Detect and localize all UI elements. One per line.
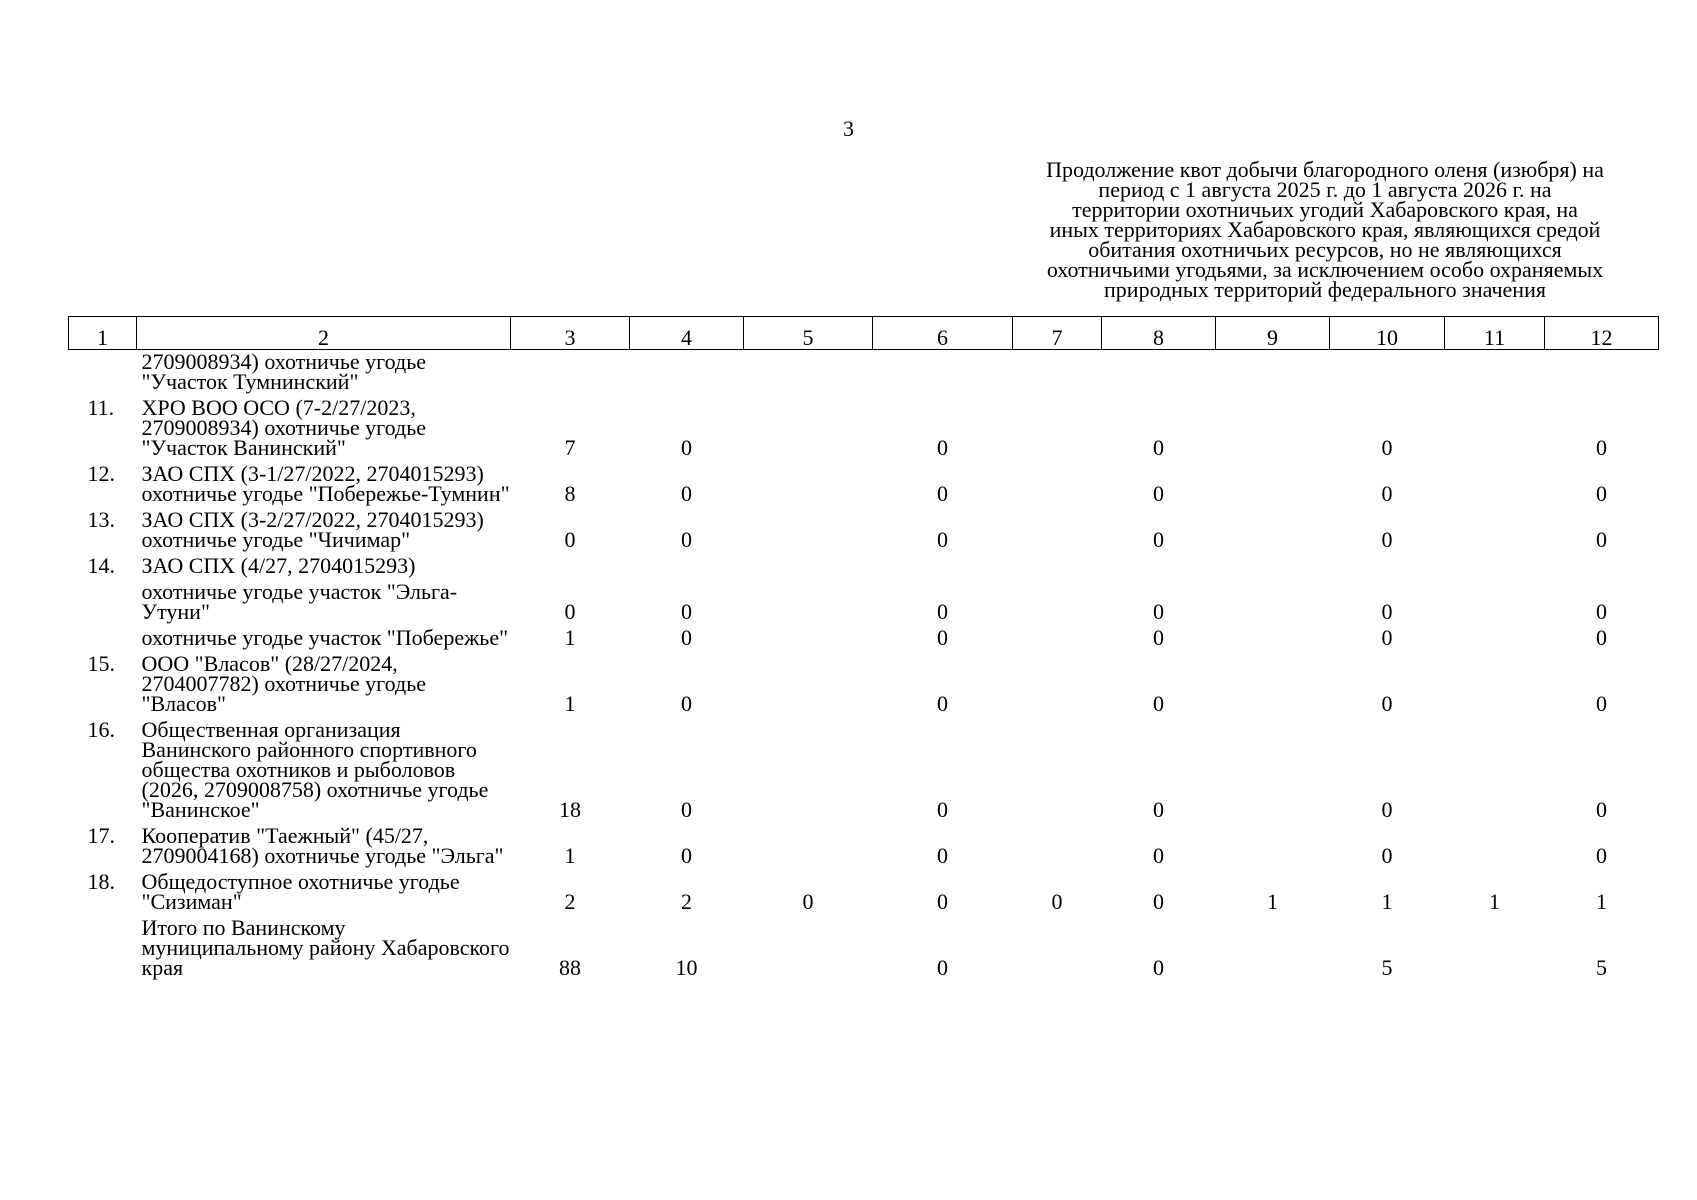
quota-value-cell	[744, 556, 873, 582]
caption-line: обитания охотничьих ресурсов, но не являющихся	[1088, 237, 1562, 262]
quota-value-cell	[1013, 654, 1102, 720]
quota-value-cell: 1	[1489, 889, 1500, 914]
quota-value-cell	[1216, 464, 1330, 510]
row-number-cell: 11.	[87, 395, 115, 420]
quota-value-cell: 0	[1381, 527, 1393, 552]
quota-value-cell: 0	[802, 889, 814, 914]
table-row	[69, 350, 1659, 399]
hunting-ground-name-cell: ЗАО СПХ (3-1/27/2022, 2704015293) охотничье угодье "Побережье-Тумнин"	[141, 461, 510, 506]
quota-value-cell	[1013, 464, 1102, 510]
quota-value-cell: 0	[937, 527, 948, 552]
quota-value-cell: 0	[681, 843, 692, 868]
quota-value-cell	[1013, 918, 1102, 984]
caption-line: природных территорий федерального значения	[1104, 277, 1546, 302]
quota-value-cell	[1445, 720, 1545, 826]
quota-value-cell	[1102, 556, 1216, 582]
table-row	[69, 464, 1659, 510]
hunting-ground-name-cell: ЗАО СПХ (4/27, 2704015293)	[141, 553, 416, 578]
quota-value-cell	[1013, 720, 1102, 826]
quota-value-cell	[1013, 582, 1102, 628]
table-row	[69, 720, 1659, 826]
quota-value-cell: 0	[1153, 435, 1164, 460]
table-row	[69, 826, 1659, 872]
quota-value-cell	[1445, 556, 1545, 582]
quota-value-cell: 0	[1153, 889, 1164, 914]
quota-value-cell: 0	[1596, 843, 1607, 868]
table-header-row	[69, 317, 1659, 350]
quota-value-cell: 0	[937, 797, 948, 822]
quota-value-cell: 1	[564, 625, 576, 650]
quota-value-cell: 0	[937, 625, 948, 650]
quota-value-cell: 0	[564, 527, 576, 552]
quota-value-cell: 0	[1596, 481, 1607, 506]
quota-value-cell	[1216, 350, 1330, 399]
row-number-cell: 15.	[87, 651, 115, 676]
quota-value-cell: 0	[937, 955, 948, 980]
quota-value-cell	[1216, 654, 1330, 720]
caption-line: Продолжение квот добычи благородного оленя (изюбря) на	[1046, 157, 1604, 182]
quota-value-cell: 0	[937, 599, 948, 624]
caption-line: территории охотничьих угодий Хабаровского края, на	[1072, 197, 1578, 222]
hunting-ground-name-cell: 2709008934) охотничье угодье "Участок Тумнинский"	[141, 349, 427, 394]
quota-value-cell	[744, 654, 873, 720]
quota-value-cell: 0	[1381, 691, 1393, 716]
quota-value-cell	[744, 918, 873, 984]
quota-value-cell: 0	[1381, 797, 1393, 822]
quota-value-cell: 0	[1596, 527, 1607, 552]
hunting-ground-name-cell: Кооператив "Таежный" (45/27, 2709004168) охотничье угодье "Эльга"	[141, 823, 504, 868]
hunting-ground-name-cell: ЗАО СПХ (3-2/27/2022, 2704015293) охотничье угодье "Чичимар"	[141, 507, 484, 552]
row-number-cell: 17.	[87, 823, 115, 848]
table-row	[69, 398, 1659, 464]
quota-value-cell: 18	[559, 797, 581, 822]
quota-value-cell: 0	[1153, 843, 1164, 868]
quota-value-cell	[744, 582, 873, 628]
quota-value-cell: 0	[681, 599, 692, 624]
hunting-ground-name-cell: охотничье угодье участок "Эльга-Утуни"	[141, 579, 458, 624]
quota-value-cell	[1013, 826, 1102, 872]
quota-value-cell	[1445, 464, 1545, 510]
row-number-cell: 12.	[87, 461, 115, 486]
quota-value-cell	[1216, 628, 1330, 654]
table-caption	[1005, 157, 1645, 302]
quota-value-cell	[1013, 510, 1102, 556]
quota-value-cell	[1445, 826, 1545, 872]
quota-value-cell: 0	[564, 599, 576, 624]
quota-value-cell: 0	[1153, 691, 1164, 716]
hunting-ground-name-cell: Общедоступное охотничье угодье "Сизиман"	[141, 869, 460, 914]
quota-value-cell: 0	[1381, 599, 1393, 624]
quota-value-cell	[1445, 350, 1545, 399]
quota-value-cell: 0	[1596, 625, 1607, 650]
column-header: 9	[1216, 317, 1330, 350]
quota-value-cell	[1445, 918, 1545, 984]
hunting-ground-name-cell: ХРО ВОО ОСО (7-2/27/2023, 2709008934) охотничье угодье "Участок Ванинский"	[141, 395, 427, 460]
quota-value-cell	[873, 350, 1013, 399]
quota-value-cell: 0	[681, 625, 692, 650]
row-number-cell: 14.	[87, 553, 115, 578]
quota-value-cell	[744, 350, 873, 399]
quota-value-cell: 88	[559, 955, 581, 980]
caption-line: период с 1 августа 2025 г. до 1 августа 2026 г. на	[1098, 177, 1552, 202]
quota-value-cell: 0	[937, 889, 948, 914]
quota-value-cell: 5	[1381, 955, 1393, 980]
quota-value-cell: 0	[1153, 599, 1164, 624]
quota-value-cell: 0	[1153, 527, 1164, 552]
column-header: 6	[873, 317, 1013, 350]
quota-value-cell: 0	[1153, 955, 1164, 980]
column-header: 3	[511, 317, 630, 350]
hunting-ground-name-cell: Общественная организация Ванинского районного спортивного общества охотников и рыболовов (2026, 2709008758) охотничье угодье "Ванинское"	[141, 717, 489, 822]
quota-value-cell	[630, 556, 744, 582]
quota-value-cell: 0	[1051, 889, 1063, 914]
quota-value-cell	[1013, 398, 1102, 464]
hunting-ground-name-cell: Итого по Ванинскому муниципальному району Хабаровского края	[141, 915, 510, 980]
column-header: 8	[1102, 317, 1216, 350]
row-number-cell: 13.	[87, 507, 115, 532]
hunting-ground-name-cell: охотничье угодье участок "Побережье"	[141, 625, 509, 650]
quota-value-cell	[1013, 556, 1102, 582]
row-number-cell: 18.	[87, 869, 115, 894]
quota-value-cell: 0	[681, 691, 692, 716]
quota-value-cell	[1216, 826, 1330, 872]
quota-value-cell: 1	[1381, 889, 1393, 914]
quota-value-cell: 1	[564, 691, 576, 716]
quota-table	[68, 316, 1659, 984]
row-number-cell	[69, 582, 137, 628]
quota-value-cell	[744, 464, 873, 510]
quota-value-cell	[1216, 918, 1330, 984]
table-row	[69, 872, 1659, 918]
quota-value-cell: 0	[1153, 481, 1164, 506]
quota-value-cell: 0	[1381, 435, 1393, 460]
quota-value-cell: 10	[675, 955, 698, 980]
column-header: 12	[1545, 317, 1659, 350]
quota-value-cell: 0	[937, 481, 948, 506]
quota-value-cell: 0	[1381, 481, 1393, 506]
quota-value-cell: 0	[937, 843, 948, 868]
quota-value-cell: 2	[564, 889, 576, 914]
column-header: 4	[630, 317, 744, 350]
quota-value-cell	[744, 510, 873, 556]
row-number-cell	[69, 918, 137, 984]
quota-value-cell: 0	[681, 797, 692, 822]
quota-value-cell	[1216, 398, 1330, 464]
quota-value-cell: 8	[564, 481, 576, 506]
column-header: 1	[69, 317, 137, 350]
quota-value-cell	[1445, 628, 1545, 654]
quota-value-cell	[1216, 582, 1330, 628]
quota-value-cell	[1445, 398, 1545, 464]
quota-value-cell: 1	[564, 843, 576, 868]
quota-value-cell: 2	[681, 889, 692, 914]
quota-value-cell: 0	[1596, 599, 1607, 624]
column-header: 5	[744, 317, 873, 350]
quota-value-cell: 0	[681, 481, 692, 506]
quota-value-cell: 0	[681, 527, 692, 552]
quota-value-cell	[1330, 350, 1445, 399]
quota-value-cell: 1	[1267, 889, 1278, 914]
quota-value-cell	[511, 350, 630, 399]
quota-value-cell	[1102, 350, 1216, 399]
quota-value-cell: 0	[1596, 691, 1607, 716]
table-row	[69, 654, 1659, 720]
quota-value-cell: 0	[1381, 843, 1393, 868]
quota-value-cell: 0	[937, 691, 948, 716]
quota-value-cell: 5	[1596, 955, 1607, 980]
quota-value-cell	[1013, 350, 1102, 399]
quota-value-cell: 0	[1596, 797, 1607, 822]
quota-value-cell	[873, 556, 1013, 582]
quota-value-cell	[744, 720, 873, 826]
quota-value-cell	[744, 398, 873, 464]
quota-value-cell: 0	[937, 435, 948, 460]
row-number-cell: 16.	[87, 717, 115, 742]
quota-value-cell	[1216, 556, 1330, 582]
quota-value-cell: 0	[1381, 625, 1393, 650]
column-header: 7	[1013, 317, 1102, 350]
quota-value-cell: 0	[1153, 625, 1164, 650]
quota-value-cell	[744, 826, 873, 872]
hunting-ground-name-cell: ООО "Власов" (28/27/2024, 2704007782) охотничье угодье "Власов"	[141, 651, 427, 716]
quota-value-cell	[1330, 556, 1445, 582]
quota-value-cell: 0	[1153, 797, 1164, 822]
quota-value-cell	[1445, 582, 1545, 628]
quota-value-cell	[630, 350, 744, 399]
column-header: 10	[1330, 317, 1445, 350]
table-row	[69, 582, 1659, 628]
page-number: 3	[843, 116, 854, 141]
quota-value-cell	[1545, 350, 1659, 399]
quota-value-cell: 0	[1596, 435, 1607, 460]
quota-value-cell: 7	[564, 435, 576, 460]
quota-value-cell: 0	[681, 435, 692, 460]
row-number-cell	[69, 350, 137, 399]
quota-value-cell	[1445, 510, 1545, 556]
quota-value-cell	[1445, 654, 1545, 720]
quota-value-cell	[511, 556, 630, 582]
caption-line: охотничьими угодьями, за исключением особо охраняемых	[1046, 257, 1604, 282]
column-header: 11	[1445, 317, 1545, 350]
quota-value-cell	[1545, 556, 1659, 582]
quota-value-cell: 1	[1596, 889, 1607, 914]
quota-value-cell	[1216, 510, 1330, 556]
quota-value-cell	[1216, 720, 1330, 826]
caption-line: иных территориях Хабаровского края, являющихся средой	[1049, 217, 1601, 242]
quota-value-cell	[744, 628, 873, 654]
table-row	[69, 510, 1659, 556]
column-header: 2	[137, 317, 511, 350]
table-row	[69, 918, 1659, 984]
quota-value-cell	[1013, 628, 1102, 654]
